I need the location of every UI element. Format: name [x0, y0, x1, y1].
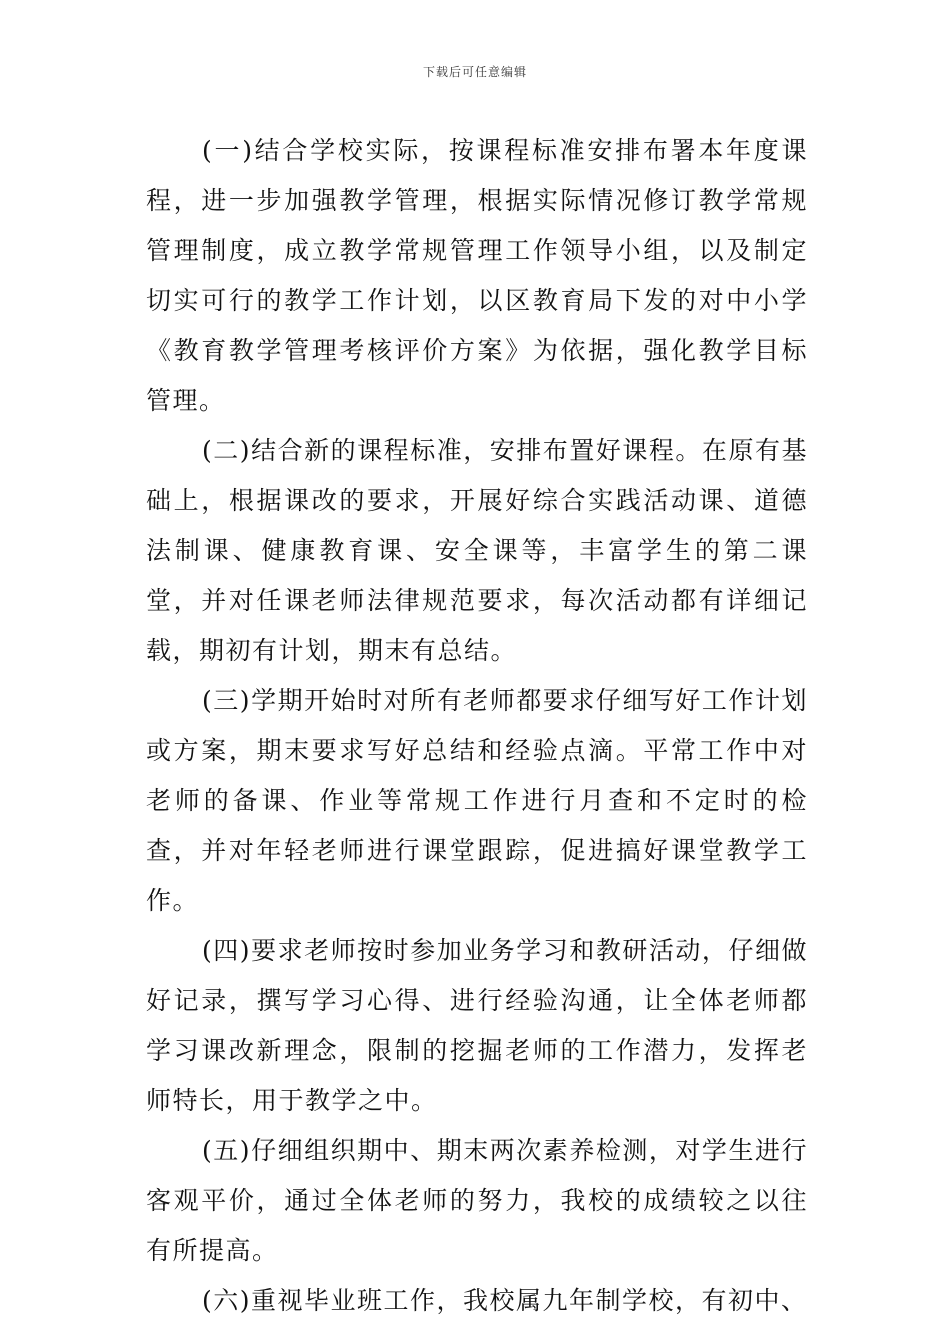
- paragraph-3: (三)学期开始时对所有老师都要求仔细写好工作计划或方案，期末要求写好总结和经验点滴。平常工作中对老师的备课、作业等常规工作进行月查和不定时的检查，并对年轻老师进行课堂跟踪，促进搞好课堂教学工作。: [146, 686, 808, 915]
- paragraph-4: (四)要求老师按时参加业务学习和教研活动，仔细做好记录，撰写学习心得、进行经验沟通，让全体老师都学习课改新理念，限制的挖掘老师的工作潜力，发挥老师特长，用于教学之中。: [146, 936, 808, 1115]
- document-body: [146, 126, 808, 1326]
- page-header-note: 下载后可任意编辑: [422, 65, 527, 79]
- paragraph-6: (六)重视毕业班工作，我校属九年制学校，有初中、: [202, 1286, 808, 1315]
- paragraph-5: (五)仔细组织期中、期末两次素养检测，对学生进行客观平价，通过全体老师的努力，我校的成绩较之以往有所提高。: [146, 1136, 808, 1265]
- paragraph-2: (二)结合新的课程标准，安排布置好课程。在原有基础上，根据课改的要求，开展好综合实践活动课、道德法制课、健康教育课、安全课等，丰富学生的第二课堂，并对任课老师法律规范要求，每次活动都有详细记载，期初有计划，期末有总结。: [146, 436, 808, 665]
- paragraph-1: (一)结合学校实际，按课程标准安排布署本年度课程，进一步加强教学管理，根据实际情况修订教学常规管理制度，成立教学常规管理工作领导小组，以及制定切实可行的教学工作计划，以区教育局下发的对中小学《教育教学管理考核评价方案》为依据，强化教学目标管理。: [146, 136, 808, 415]
